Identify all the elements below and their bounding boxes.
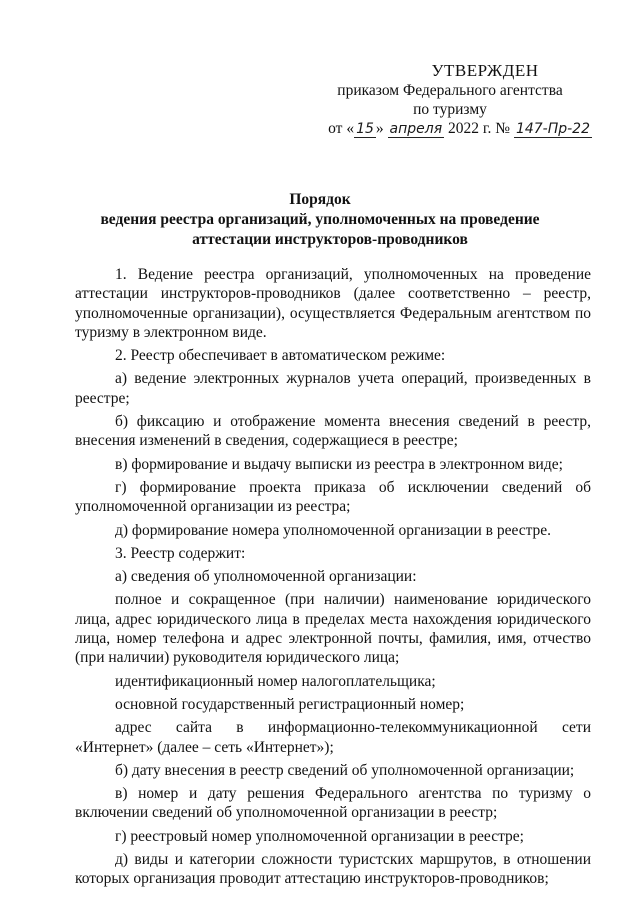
approval-block — [300, 60, 600, 139]
paragraph: адрес сайта в информационно-телекоммуникационной сети «Интернет» (далее – сеть «Интернет»); — [75, 719, 591, 756]
document-title — [0, 190, 640, 250]
paragraph: б) фиксацию и отображение момента внесения сведений в реестр, внесения изменений в сведения, содержащиеся в реестре; — [75, 413, 591, 450]
order-prefix: от « — [328, 120, 355, 137]
paragraph: д) формирование номера уполномоченной организации в реестре. — [115, 521, 552, 539]
approval-stamp: УТВЕРЖДЕН — [431, 61, 539, 80]
title-line-3: аттестации инструкторов-проводников — [192, 231, 468, 248]
paragraph: 1. Ведение реестра организаций, уполномоченных на проведение аттестации инструкторов-проводников (далее соответственно – реестр, уполномоченные организации), осуществляется Федеральным агентством по туризму в электронном виде. — [75, 266, 591, 341]
order-line — [300, 119, 600, 139]
title-line-1: Порядок — [289, 191, 351, 208]
paragraph: основной государственный регистрационный номер; — [115, 695, 465, 713]
paragraph: д) виды и категории сложности туристских маршрутов, в отношении которых организация проводит аттестацию инструкторов-проводников; — [75, 851, 591, 888]
paragraph: идентификационный номер налогоплательщика; — [115, 672, 436, 690]
paragraph: в) номер и дату решения Федерального агентства по туризму о включении сведений об уполномоченной организации в реестр; — [75, 785, 591, 822]
paragraph: г) реестровый номер уполномоченной организации в реестре; — [115, 827, 524, 845]
title-line-2: ведения реестра организаций, уполномоченных на проведение — [100, 211, 540, 228]
paragraph: г) формирование проекта приказа об исключении сведений об уполномоченной организации из реестра; — [75, 478, 591, 516]
order-day-handwritten: 15 — [356, 121, 374, 137]
order-mid: » — [375, 120, 384, 137]
order-month-handwritten: апреля — [389, 121, 443, 137]
order-number-handwritten: 147-Пр-22 — [515, 121, 590, 137]
paragraph: а) сведения об уполномоченной организации: — [115, 568, 417, 586]
approval-line-2: по туризму — [413, 101, 487, 118]
paragraph: полное и сокращенное (при наличии) наименование юридического лица, адрес юридического лица в пределах места нахождения юридического лица, номер телефона и адрес электронной почты, фамилия, имя, отчество (при наличии) руководителя юридического лица; — [75, 591, 591, 667]
approval-line-1: приказом Федерального агентства — [337, 82, 563, 99]
paragraph: в) формирование и выдачу выписки из реестра в электронном виде; — [115, 455, 563, 473]
paragraph: 2. Реестр обеспечивает в автоматическом режиме: — [115, 347, 446, 365]
document-body — [75, 265, 591, 893]
order-year: 2022 г. № — [448, 120, 511, 137]
paragraph: 3. Реестр содержит: — [115, 544, 246, 562]
paragraph: а) ведение электронных журналов учета операций, произведенных в реестре; — [75, 370, 591, 407]
paragraph: б) дату внесения в реестр сведений об уполномоченной организации; — [115, 761, 575, 779]
